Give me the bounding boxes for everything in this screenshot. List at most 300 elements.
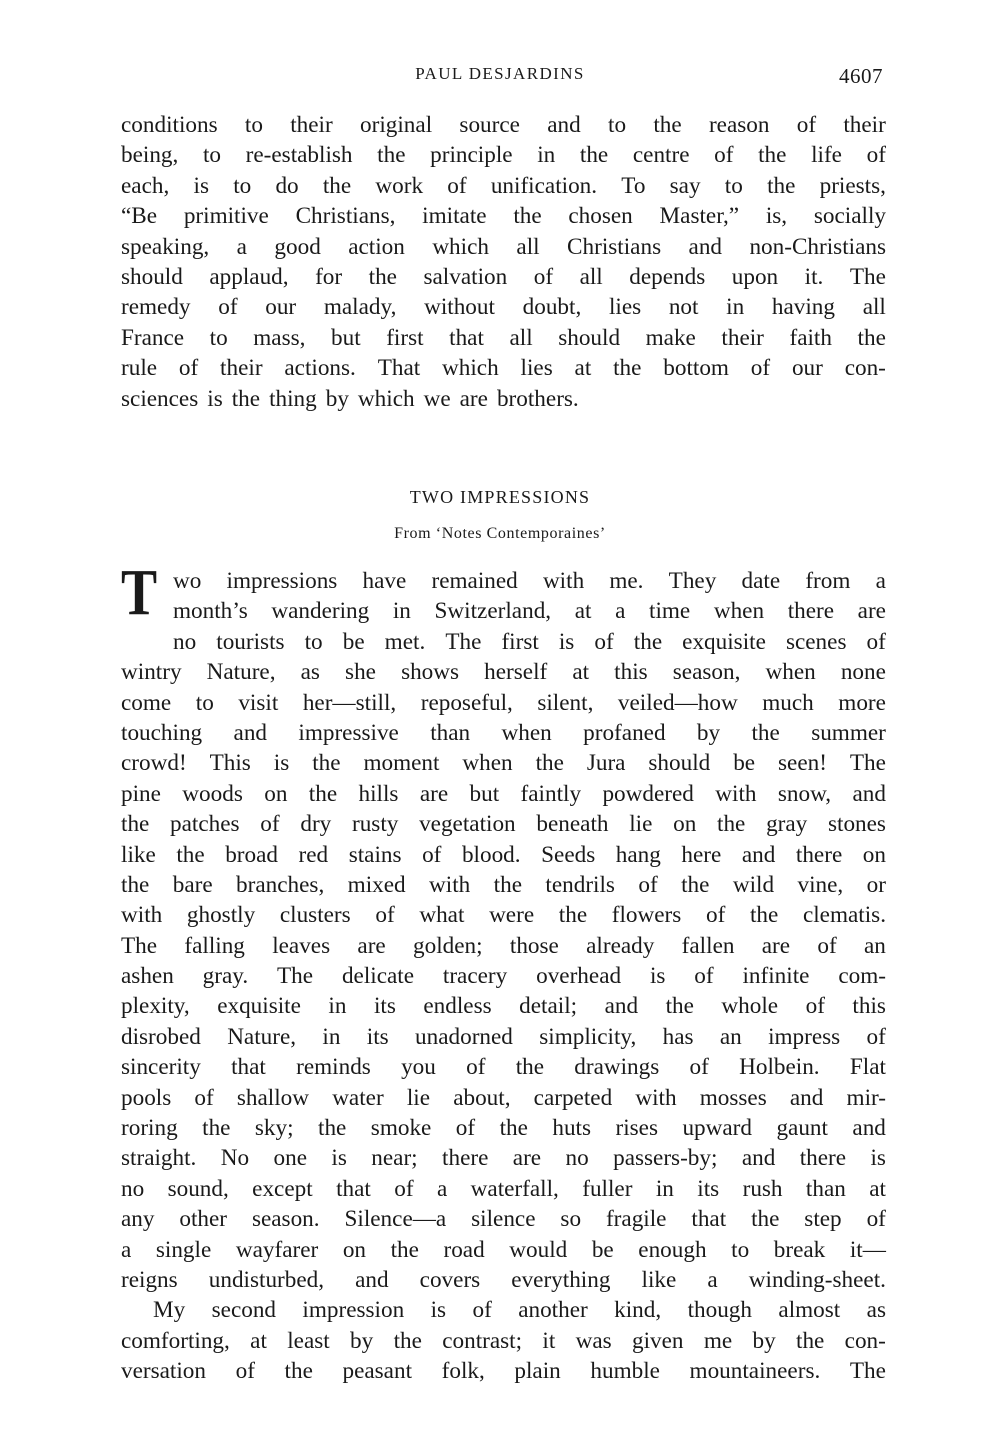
- word: to: [244, 112, 263, 138]
- text-line: [121, 900, 886, 930]
- text-line: [121, 384, 886, 414]
- word: wandering: [271, 598, 370, 625]
- word: upward: [682, 1115, 752, 1142]
- word: speaking,: [121, 233, 210, 260]
- word: original: [360, 112, 433, 138]
- word: are: [857, 598, 886, 625]
- word: all: [516, 233, 540, 260]
- word: it: [542, 1327, 556, 1354]
- word: second: [211, 1297, 277, 1324]
- word: broad: [225, 841, 278, 868]
- text-line: [121, 292, 886, 322]
- text-line: [121, 566, 886, 596]
- word: in: [392, 598, 411, 625]
- word: mosses: [699, 1084, 767, 1111]
- word: shows: [401, 659, 460, 686]
- word: a: [615, 598, 626, 625]
- word: fuller: [582, 1175, 633, 1202]
- word: that: [449, 324, 484, 351]
- word: The: [445, 628, 482, 655]
- word: upon: [731, 263, 779, 290]
- word: a: [707, 1266, 718, 1293]
- text-line: [121, 961, 886, 991]
- word: having: [771, 294, 835, 321]
- word: salvation: [423, 263, 508, 290]
- word: the: [176, 841, 205, 868]
- word: on: [342, 1236, 366, 1263]
- word: and: [852, 780, 886, 807]
- word: kind,: [614, 1297, 662, 1324]
- word: ashen: [121, 963, 174, 990]
- word: passers-by;: [613, 1145, 718, 1172]
- word: to: [724, 172, 743, 199]
- word: when: [501, 719, 552, 746]
- word: wild: [732, 871, 775, 898]
- word: impress: [768, 1023, 841, 1050]
- word: when: [462, 750, 513, 777]
- word: leaves: [272, 932, 331, 959]
- word: our: [265, 294, 297, 321]
- word: she: [345, 659, 376, 686]
- word: the: [377, 142, 406, 169]
- word: least: [287, 1327, 330, 1354]
- word: unification.: [490, 172, 598, 199]
- word: each,: [121, 172, 170, 199]
- word: from: [805, 568, 851, 594]
- word: of: [714, 142, 734, 169]
- word: stains: [348, 841, 402, 868]
- word: to: [304, 628, 323, 655]
- word: the: [717, 811, 746, 838]
- word: is: [331, 1145, 347, 1172]
- word: be: [342, 628, 365, 655]
- text-line: [121, 1326, 886, 1356]
- word: and: [852, 1115, 886, 1142]
- word: mir-: [846, 1084, 886, 1111]
- running-head: [0, 62, 1000, 88]
- word: and: [355, 1266, 389, 1293]
- word: and: [741, 841, 776, 868]
- word: single: [155, 1236, 212, 1263]
- word: any: [121, 1206, 155, 1233]
- word: the: [231, 385, 261, 412]
- word: rush: [742, 1175, 783, 1202]
- word: silence: [471, 1206, 536, 1233]
- word: the: [558, 902, 588, 929]
- word: the: [633, 628, 663, 655]
- text-line: [121, 1022, 886, 1052]
- word: imitate: [422, 203, 487, 230]
- word: at: [250, 1327, 267, 1354]
- word: re-establish: [245, 142, 353, 169]
- word: No: [220, 1145, 250, 1172]
- word: already: [586, 932, 655, 959]
- word: wo: [173, 568, 202, 594]
- word: lies: [520, 355, 553, 382]
- word: are: [459, 385, 488, 412]
- word: there: [799, 1145, 847, 1172]
- word: unadorned: [415, 1023, 513, 1050]
- word: time: [649, 598, 691, 625]
- word: humble: [590, 1358, 660, 1385]
- word: like: [641, 1266, 677, 1293]
- word: priests,: [819, 172, 886, 199]
- word: at: [869, 1175, 886, 1202]
- word: should: [558, 324, 621, 351]
- word: are: [357, 932, 386, 959]
- word: shallow: [236, 1084, 310, 1111]
- continued-paragraph: [121, 110, 886, 414]
- word: not: [668, 294, 699, 321]
- word: non-Christians: [749, 233, 886, 260]
- word: the: [393, 1327, 422, 1354]
- word: smoke: [370, 1115, 432, 1142]
- word: Nature,: [227, 1023, 297, 1050]
- text-line: [121, 931, 886, 961]
- word: with: [542, 568, 585, 594]
- word: tourists: [216, 628, 285, 655]
- word: though: [687, 1297, 752, 1324]
- word: of: [866, 1023, 886, 1050]
- word: month’s: [173, 598, 248, 625]
- word: than: [430, 719, 471, 746]
- word: that: [691, 1206, 727, 1233]
- text-line: [121, 870, 886, 900]
- word: is: [558, 628, 575, 655]
- word: conditions: [121, 112, 218, 138]
- word: is: [430, 1297, 447, 1324]
- word: wayfarer: [235, 1236, 319, 1263]
- text-line: [121, 718, 886, 748]
- word: beneath: [536, 811, 609, 838]
- word: the: [613, 355, 642, 382]
- word: in: [328, 993, 347, 1020]
- word: near;: [371, 1145, 418, 1172]
- word: herself: [484, 659, 548, 686]
- word: which: [432, 233, 489, 260]
- word: on: [673, 811, 697, 838]
- word: all: [862, 294, 886, 321]
- word: gray: [766, 811, 808, 838]
- word: first: [501, 628, 539, 655]
- word: malady,: [323, 294, 397, 321]
- word: one: [273, 1145, 307, 1172]
- word: stones: [827, 811, 886, 838]
- word: about,: [453, 1084, 511, 1111]
- word: rule: [121, 355, 158, 382]
- word: crowd!: [121, 750, 187, 777]
- word: overhead: [536, 963, 622, 990]
- word: roring: [121, 1115, 178, 1142]
- word: mixed: [347, 871, 406, 898]
- word: to: [195, 689, 214, 716]
- word: me.: [609, 568, 644, 594]
- word: and: [233, 719, 268, 746]
- word: sincerity: [121, 1054, 201, 1081]
- word: hills: [358, 780, 399, 807]
- word: com-: [838, 963, 886, 990]
- word: to: [233, 172, 252, 199]
- word: its: [373, 993, 396, 1020]
- word: of: [866, 142, 886, 169]
- word: their: [843, 112, 886, 138]
- word: of: [817, 932, 837, 959]
- word: of: [447, 172, 467, 199]
- word: This: [209, 750, 251, 777]
- word: doubt,: [522, 294, 582, 321]
- word: almost: [778, 1297, 841, 1324]
- word: dry: [300, 811, 332, 838]
- word: of: [689, 1054, 709, 1081]
- word: tendrils: [545, 871, 615, 898]
- word: remained: [431, 568, 518, 594]
- word: carpeted: [533, 1084, 613, 1111]
- word: con-: [844, 355, 886, 382]
- word: of: [472, 1297, 492, 1324]
- word: flowers: [611, 902, 682, 929]
- word: the: [390, 1236, 419, 1263]
- word: like: [121, 841, 156, 868]
- word: without: [424, 294, 495, 321]
- word: primitive: [183, 203, 269, 230]
- word: at: [572, 659, 590, 686]
- word: waterfall,: [470, 1175, 559, 1202]
- word: season,: [672, 659, 741, 686]
- word: mass,: [253, 324, 306, 351]
- word: tracery: [442, 963, 508, 990]
- word: all: [579, 263, 603, 290]
- word: is: [870, 1145, 886, 1172]
- word: contrast;: [442, 1327, 523, 1354]
- word: another: [518, 1297, 588, 1324]
- word: to: [202, 142, 221, 169]
- word: whole: [721, 993, 779, 1020]
- word: the: [493, 871, 522, 898]
- word: on: [862, 841, 886, 868]
- word: the: [767, 172, 796, 199]
- text-line: [121, 1174, 886, 1204]
- word: more: [838, 689, 886, 716]
- word: other: [179, 1206, 228, 1233]
- word: of: [805, 993, 825, 1020]
- word: the: [653, 112, 682, 138]
- text-line: [121, 232, 886, 262]
- word: life: [811, 142, 842, 169]
- word: Jura: [586, 750, 626, 777]
- word: this: [614, 659, 648, 686]
- word: endless: [423, 993, 492, 1020]
- word: what: [419, 902, 465, 929]
- word: pine: [121, 780, 161, 807]
- word: and: [688, 233, 723, 260]
- word: and: [741, 1145, 776, 1172]
- word: veiled—how: [617, 689, 738, 716]
- page-number: 4607: [839, 64, 883, 88]
- word: enough: [638, 1236, 707, 1263]
- word: in: [537, 142, 556, 169]
- word: the: [535, 750, 564, 777]
- word: in: [726, 294, 745, 321]
- word: than: [805, 1175, 846, 1202]
- word: undisturbed,: [208, 1266, 325, 1293]
- word: and: [547, 112, 581, 138]
- word: faintly: [520, 780, 582, 807]
- text-line: [121, 779, 886, 809]
- word: road: [443, 1236, 485, 1263]
- text-line: [121, 1204, 886, 1234]
- word: their: [220, 355, 263, 382]
- word: do: [275, 172, 299, 199]
- word: of: [218, 294, 238, 321]
- word: the: [681, 871, 710, 898]
- word: chosen: [568, 203, 633, 230]
- word: of: [796, 112, 817, 138]
- word: say: [669, 172, 701, 199]
- word: actions.: [284, 355, 356, 382]
- word: bottom: [663, 355, 729, 382]
- word: simplicity,: [539, 1023, 637, 1050]
- word: golden;: [413, 932, 483, 959]
- word: at: [574, 598, 592, 625]
- word: date: [741, 568, 781, 594]
- word: step: [804, 1206, 842, 1233]
- word: action: [348, 233, 405, 260]
- text-line: [121, 748, 886, 778]
- word: has: [662, 1023, 694, 1050]
- word: of: [594, 628, 614, 655]
- word: so: [560, 1206, 582, 1233]
- word: exquisite: [217, 993, 301, 1020]
- word: a: [121, 1236, 132, 1263]
- word: reposeful,: [420, 689, 513, 716]
- word: branches,: [236, 871, 325, 898]
- word: con-: [844, 1327, 886, 1354]
- word: Nature,: [206, 659, 276, 686]
- word: which: [442, 355, 499, 382]
- word: powdered: [602, 780, 694, 807]
- word: impressive: [298, 719, 399, 746]
- word: break: [773, 1236, 826, 1263]
- word: pools: [121, 1084, 172, 1111]
- word: a: [236, 233, 247, 260]
- word: vegetation: [419, 811, 516, 838]
- word: brothers.: [496, 385, 579, 412]
- word: the: [758, 142, 787, 169]
- section-title: TWO IMPRESSIONS: [409, 487, 591, 507]
- text-line: [121, 323, 886, 353]
- word: principle: [430, 142, 513, 169]
- word: no: [121, 1175, 145, 1202]
- word: socially: [813, 203, 886, 230]
- word: her—still,: [302, 689, 397, 716]
- word: of: [194, 1084, 214, 1111]
- word: of: [455, 1115, 476, 1142]
- word: the: [751, 1206, 780, 1233]
- word: its: [366, 1023, 389, 1050]
- word: falling: [184, 932, 245, 959]
- word: in: [655, 1175, 674, 1202]
- word: with: [715, 780, 757, 807]
- text-line: [121, 1295, 886, 1325]
- text-line: [121, 840, 886, 870]
- word: with: [121, 902, 163, 929]
- text-line: [121, 1143, 886, 1173]
- word: the: [368, 263, 397, 290]
- word: the: [308, 780, 338, 807]
- word: but: [469, 780, 500, 807]
- word: to: [209, 324, 228, 351]
- word: snow,: [777, 780, 832, 807]
- word: fallen: [681, 932, 735, 959]
- word: with: [429, 871, 471, 898]
- word: vine,: [797, 871, 844, 898]
- word: The: [849, 263, 886, 290]
- word: come: [121, 689, 172, 716]
- word: its: [697, 1175, 720, 1202]
- word: Christians: [567, 233, 662, 260]
- word: here: [681, 841, 722, 868]
- word: the: [121, 871, 150, 898]
- word: versation: [121, 1358, 206, 1385]
- word: much: [762, 689, 814, 716]
- word: the: [284, 1358, 313, 1385]
- word: reigns: [121, 1266, 178, 1293]
- word: of: [750, 355, 771, 382]
- word: everything: [511, 1266, 611, 1293]
- word: given: [632, 1327, 684, 1354]
- word: touching: [121, 719, 203, 746]
- word: infinite: [742, 963, 810, 990]
- word: comforting,: [121, 1327, 230, 1354]
- word: to: [608, 112, 627, 138]
- text-line: [121, 353, 886, 383]
- word: an: [719, 1023, 742, 1050]
- text-line: [121, 1083, 886, 1113]
- word: the: [796, 1327, 825, 1354]
- word: They: [668, 568, 717, 594]
- text-line: [121, 991, 886, 1021]
- word: The: [849, 1358, 886, 1385]
- word: with: [635, 1084, 677, 1111]
- word: the: [499, 1115, 528, 1142]
- text-line: [121, 657, 886, 687]
- running-title: PAUL DESJARDINS: [415, 64, 585, 83]
- section-body: [121, 566, 886, 1387]
- word: plain: [514, 1358, 561, 1385]
- drop-cap: T: [121, 556, 158, 629]
- word: Flat: [849, 1054, 886, 1081]
- word: rusty: [351, 811, 399, 838]
- word: is: [273, 750, 290, 777]
- word: silent,: [537, 689, 594, 716]
- word: the: [513, 203, 542, 230]
- word: of: [694, 963, 714, 990]
- word: blood.: [461, 841, 521, 868]
- word: wintry: [121, 659, 182, 686]
- word: of: [638, 871, 658, 898]
- word: for: [315, 263, 343, 290]
- word: the: [749, 902, 779, 929]
- word: to: [731, 1236, 750, 1263]
- word: peasant: [342, 1358, 413, 1385]
- word: rises: [615, 1115, 658, 1142]
- word: work: [375, 172, 424, 199]
- word: Holbein.: [739, 1054, 820, 1081]
- word: applaud,: [209, 263, 289, 290]
- word: be: [733, 750, 756, 777]
- word: ghostly: [186, 902, 256, 929]
- word: are: [419, 780, 449, 807]
